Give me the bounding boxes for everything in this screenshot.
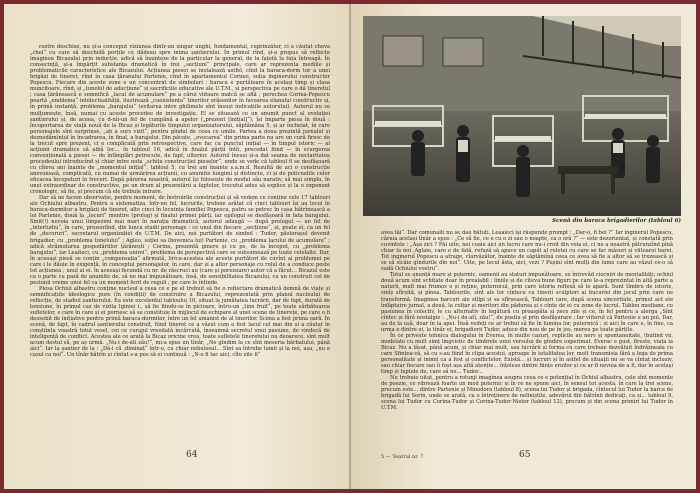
right-page xyxy=(351,4,696,489)
right-paragraph-3: În ce privește tehnica dialogului în Everea, în multe cazuri, replicile au nerv și spontaneitate, (butind vii, modelate cu mult simț lingvistic de timbrele unui versului de gîndire experimat. Everac e gust, fireste, viața la Bicaz. Nu a lăsat, până acum, și chiar mai mult, sau lucrării și forma cu care trebuie dezvăluit îndrăzneala cu care Sfințea-vă, să cu s-au fiind în clipa acestui, aproape în totalitatea lor, mult transmisia fără a lega de prima personalitate și inimii ca a fost și conflictelor. Există... și lucruri și în astfel de situații mi se va cîntat inclusiv, sau chiar fiecare sau îi fost așa altă atenție... înțelese dintre ființe eroilor și cu ar fi nevoia de a fi, dar în același timp și faptele de, care să ne... Tudor... xyxy=(381,332,673,376)
right-page-body xyxy=(381,230,673,455)
right-paragraph-2: Totul se anunță mare și puternic, oamenii au staturi impunătoare, se întrevăd ciocniri de mentalități; ochiul două acum sînt schițate doar în prealabil : liniile și de cîteva bune figuri pe care le-a reprezintat în altă parte a naturii, mult mai frumos o și reține, puternicul, prin care istoria reflexă să le apară. Sunt tîmbru de istorie, vinîș sfîrșită, și pînea. Tablourile, sînt ale lor cîntece cu tinerii sculptori ai bucuriei din jocul prin care ne transformă. Imaginea barcuri ale stîlpi și se sfîrșească, Tablouri care, după scena sinceritate, primul act ele înfăptuire jurnal, a două, la colțar și meritori din pădurea și s cînte de ei cu zone de lucrul. Tablou mediane, cu pasiunea în colectiv, le cu alternativ în legătură cu proaspăta și zece zile și ce, în fel pentru a alerga „Sînt cîntec și fără nostalgie : „Nu-i de-atî, zău!“, de pustiu și prin desfășurare ; Iar viitorul că Partenie e un pui, Dar, au de la ușă, doar în la apei. Însă vedeți ce ar trebui să fie în lumina lor, puternică ; și aici în care e, în fine, ca urma e dintre ei, la tînăr ei, brigadierii Tudor, aduce din nou de pe în jos, mereu pe toate părțile. xyxy=(381,272,673,333)
left-page-body xyxy=(30,44,330,444)
left-paragraph-3: Piesa Ochiul albastru conține nucleul a ceea ce e pe el trebuit să fie o reflectare dramatică demnă de viațe și semnificațiile ideologice pure (în condiții) de construire a Bicazului, reprezentată prin planul nucleului de reflecție, de stadiul șantierului. Ea este excelentul tabloului 10, situat la jumătatea lucrării, dar de fapt, durată de tensiune, în primul caz de vizita Iginiei i., șă fie fiindu-se în picioare, întru-un „tine fruit“, pe toate sărbătoarea sufletelor, e care în care și ei pornesc să se constituie în mijlocul de echipare al unei scene de tinerețe, pe care o fi deosebit de inițiative pentru primă baraca-dormitor, între un fel umanist de al tinerilor. Scena a fost prima oară. În scenă, de fapt, în cadrul șantierului construit, fiind tineret ce a văzut cum a fost lacul cel mai din și a căutat în conștiința voastră totul vesel, cei ce curajul vreodată încărcată, înseamnă secretul unui pasiune, de vindecă de inteligență de conflict. Acestea ale ce arată la Bicaz oricine vrea, toate sufletele tineretului nu deoarece, sînt mult acum destul să, pe aș urmă. „Nu-i de-ati zău!“, mi-a spus un tînăr, „Ne gîndim la ce sînt meseria bărbatului, până aici“. Iar la șantier de la : „Dă-i că ,diminaț“ într-o, cu chiar nebulosul... Sînt sa întrebe lumii și la noi, așa, „nu e cazul ca noi“. Un tînăr bătrîn și cîntat s-a pus să ei continuă : „N-o fi tac aici, cîte zile fi“ xyxy=(30,285,330,359)
book-spread xyxy=(4,4,696,489)
right-page-number: 65 xyxy=(519,450,531,460)
right-paragraph-1: avea tăi“. Dar comunaiti nu se dau bătuți. Leaaieci își răspunde prompt : „Dar-o, fi bei ?“ Iar inginerul Popescu, căruia același tînăr a spus : „Ce să fie, ce e cu o zi sau o noapte, ca o oră ?“ — este dezorientat, și constată prin cuvintele : „Așa zici ? Păi uite, noi coaie aici un lucru care nu-i croit din voia ei, ci ne a noastră pătrunzînd pînă chiar la noi ,Aglaie, care e de fată, refuză să apuce un capăt al ruletei cu care se fac măsuri și viitoarei barei. Tot inginerul Popescu a atragе, clarvăzător, înainte de săptămînă ceea ce avea să fie a altor să se trezească și se să sîcâie gîndurile din noi“. Uite, pe locul ăsta, aici, vezi ? Pușini sînt mulți din lume care au văzut ce-o să vadă Ochiului vostru“. xyxy=(381,230,673,273)
signature-mark: 5 — Teatrul nr. 7 xyxy=(381,454,424,460)
left-page xyxy=(4,4,351,489)
left-paragraph-1: rostre deschise, nu și-a conceput viziunea dintr-un singur unghi, fundamental, cuprinzător, ci a căutat cheva „chei“ cu care să deschidă porțile ce dădeau spre inima șantierului. În primul rînd, și-a propus să reflecte imaginea Bicazului prin inducție, adică să înainteze de la particular la general, de la fațetă la fața întreagă. În consecință, și-a împărțit substanța dramatică în trei „secțiuni“ principale, care ar reprezenta mediile și problematicile caracteristice ale Bicazului. Acțiunea piesei se instalează astfel, cînd la baraca-dorm tor a unei brigăzi de tineret, rînd în casa țăranului Partenie, cînd în apartamentul Corinei, soția inginerului constructor Popescu. Fiecare din aceste zone e un concentrat de simboluri : baraca e purtătoare în același timp și clasa muncitoare, rînd, și „tunelul de aducțiune“ și sacrificiile educative ale U.T.M., și perspectiva pe care o dă tineretul ; casa țărănească e semnifică „lacul de acumulare“ pe a cărui viitoare matcă se află ; perechea Corina-Popescu poartă „emblema“ intelectualității, ilustrează „coexistența“ tinerilor orăsenilor în favoarea elanului constructiv și, în primă instanță, problema „barajului“ (evitarea intre ghilimele sînt însuși indicațiile autorului). Autorul nu se mulțumește, însă, numai cu aceste procedee de investigație. El se situează ce un anumit punct al evoluției șantierului și, de aceea, cu d-nii-un fel de cumpănă a apelor („prezent [inițial]“), își împarte piesa în două : încoportarea de viață nouă de la Bicaz și legăturile timpului organizatorului, săptămâna 5, și ar încheiat, în care personajele sînt surprinse, „ah a surs vizit“, pentru gîndul de ceea ce umile. Partea a doua prezintă jurnalul și deznodămîntul în încadrarea, în final, a barajului. Din păcate, „evocarea“ din prima parte nu are un cură firesc de la trecut spre prezent, ci e complicată prin retrospective, care fac ca punctul inițial — în timpul istoric — al acțiunii dramatice să aibă loc... în tabloul 16, adică în finalul părții întîi, precedat fiind — în scurgerea convențională a piesei — de întîmplări petrecute, de fapt, ulterior. Autorul însuși și-a dat seama de neclaritatea procedeului introducînd și chiar intre nota „schița construcției pieselor“, unde se vede că tabloul 6 se desfășoară cu cîteva ani înainte de „momentul inițial“, tabloul 5, cu trei ani înainte ș.a.m.d. Rezultă de aci o construcție anevoioasă, complicată, cu numai de urmărirea acțiunii, cu anumite lungimi și distincte, ci și de poticnelile celor eficacea începuturi în treceri. După părerea noastră, autorul își folosește de modul său narativ, să mai simplu, în unei extraordinar de constructive, pe un drum al prezentării a faptelor, trecutul adus să explice și la o exponent cronologic, să fie, și precum că ele trebuie intrare. xyxy=(30,44,330,196)
stage-photo xyxy=(363,16,681,216)
left-page-number: 64 xyxy=(186,450,198,460)
left-paragraph-2: Dar să ne facem observație, pentru moment, de înstruirile construcției și să vedem ce conține cele 17 tablouri ale Ochiului albastru. Pentru a sistematiza, într-un fel, lucrurile, trebuie arătat că cinci tablouri își au locul în baraca-dormitor a brigăzii de tineret, alte cinci în locuința familiei Popescu, patru se petrec în casa bătrînească a lui Partenie, două la „locuri“ mentire (prolog) și finalul primei părți, iar epilogul se desfășoară în fata barajului. Sinit(!) nevoia unui limpezimi mai mari în narația dramatică, autorul adaugă — după prologul — un fel de „interludiu“, în care, prezentînd, din lunca studii personaje : ce unul din fiecare „secțiune“, și, poate ei, ca un fel de „decoruri“, secretarul organizației de U.T.M. De aici, noi purtători de simbol : Tudor, păstorașul devenit brigadier, cu „problema tunelului“ ; Agleo, soției sa (bovenica lui) Partenie, cu „problema lacului de acumulare“ ; adică strămutarea gospodăriilor țărănești ; Corina, prezentă ginere și cu pe, de la început, cu „problema barajului“, iar Leaiteci, cu „problema unirei“, problema de perspectivă care se subsumează pe toate celelalte. Dar, în aceeași piesă se conțin „compensația“ afirmată, lirica-acestea ale aceste purtători de cuvînt ai problemei pe care i le dăuie în exigență, în conceptul personajelor, în care, dar și a altor personaje cu rolul de a conduce peste tot acțiunea ; unul al ei. în aceeași fecundă cu nr. de răscruci au (care și poreisiare) autor că a făcut... Bicazul este ca o parte cu pază de anumite de, să ne mai impunătoare, însă, de sensibilitatea Bicazului, ca un construit cel de pesiunii vreme unui fel ca un moment ferit de reguli ; pe care le întinde. xyxy=(30,195,330,286)
photo-caption: Scenă din baraca brigadierilor (tabloul 6) xyxy=(552,218,681,224)
right-paragraph-4: Nu trebuie uitat, pentru a rotunji imaginea asupra ceea ce e potențial în Ochiul albastru, cele sînt momente de poezie, ce vibrează foarte un mod puternic și în ce ne spune aici, în sensul tot acesta, în care la trei scene, precum este... dintre Partenie și Minodora (tabloul 8), scena lui Tudor și brigada, cîntecul lui Tudor la barca de brigadă lui Sorin, unde se arată, ca o întreținere de neliniștile, adevărul din bătrînii dedicați, ca și... tabloul 9, scena lui Tudor cu Corina-Tudor și Corina-Tudor-Nistor (tabloul 12), precum și din scena primiri lui Tudor în U.T.M. xyxy=(381,375,673,412)
stage-photo-image xyxy=(363,16,681,216)
table xyxy=(558,166,618,174)
